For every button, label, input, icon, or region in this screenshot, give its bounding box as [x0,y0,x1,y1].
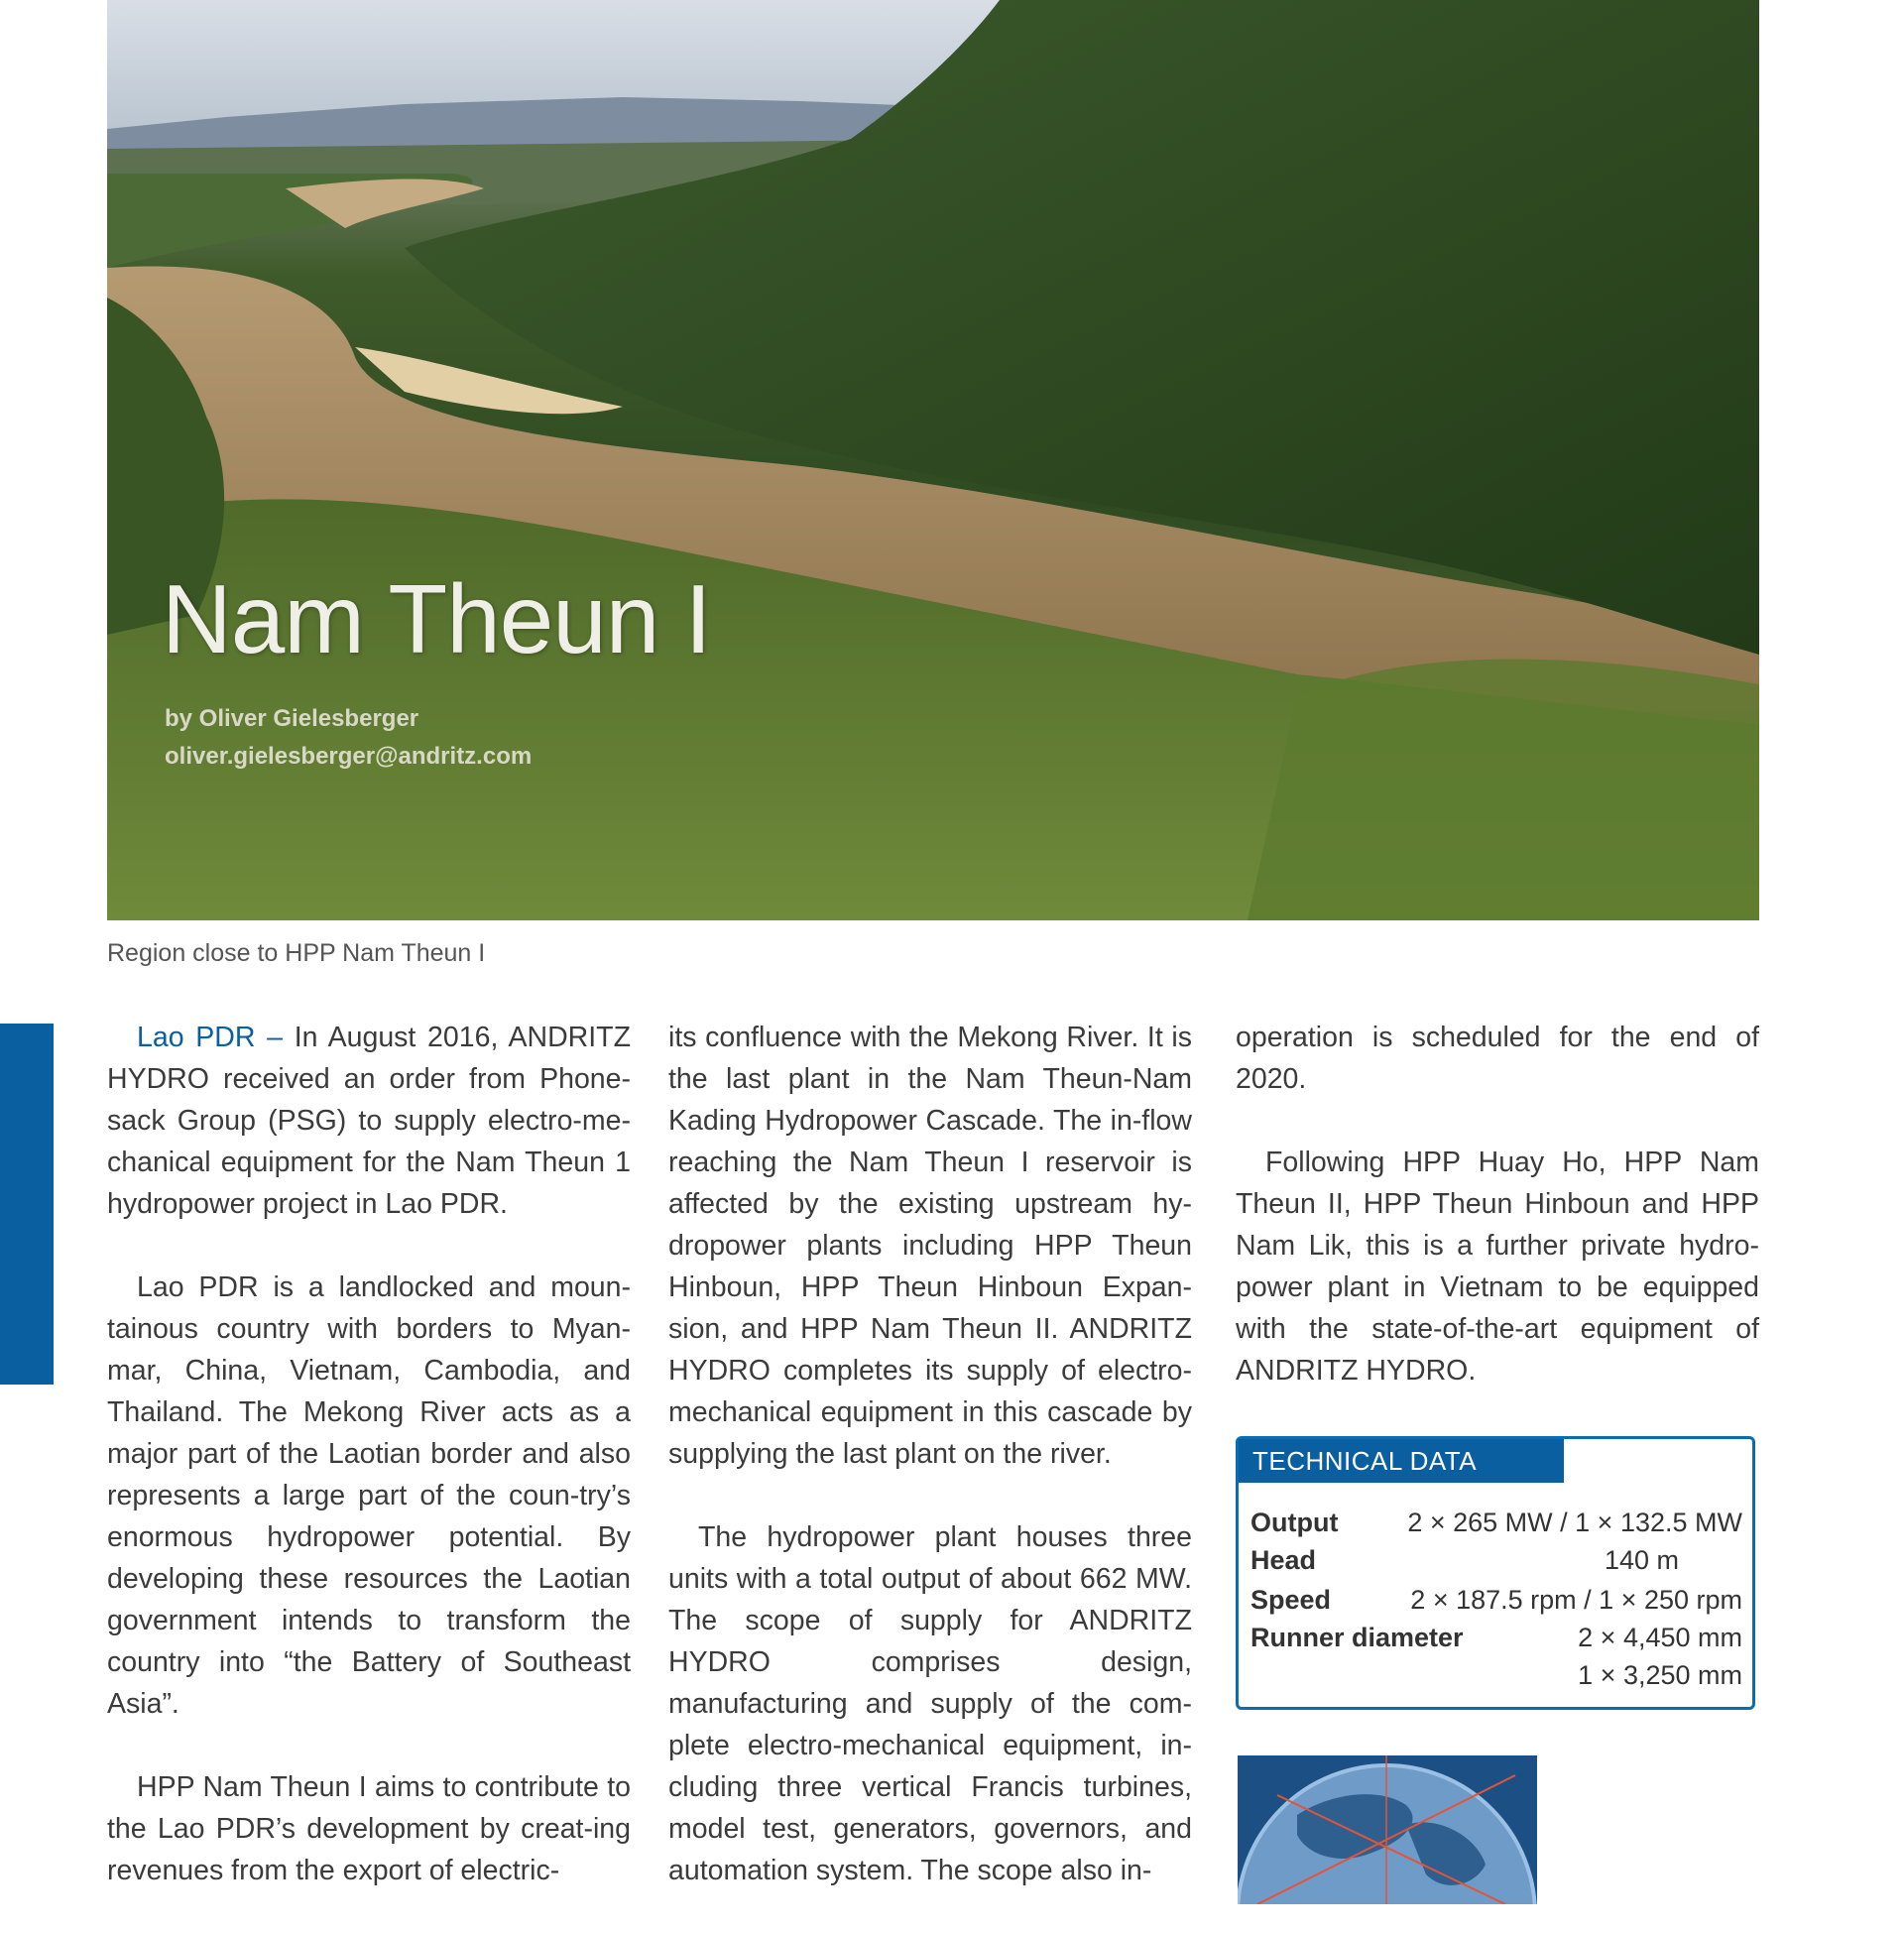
tech-row-head [1250,1542,1742,1578]
globe-icon [1238,1755,1537,1904]
article-column-2 [668,1017,1192,1933]
paragraph: operation is scheduled for the end of 2020. [1236,1022,1759,1095]
tech-row-runner-diameter-2 [1250,1657,1742,1693]
section-marker-bar [0,1024,54,1385]
photo-caption: Region close to HPP Nam Theun I [107,939,486,967]
article-column-1 [107,1017,631,1933]
tech-value: 140 m [1604,1545,1679,1575]
paragraph: Lao PDR is a landlocked and moun-tainous country with borders to Myan-mar, China, Vietnam, Cambodia, and Thailand. The Mekong River acts as a major part of the Laotian border and also represents a large part of the coun-try’s enormous hydropower potential. By developing these resources the Laotian government intends to transform the country into “the Battery of Southeast Asia”. [107,1271,631,1720]
location-globe-map [1238,1755,1537,1904]
tech-row-runner-diameter [1250,1620,1742,1655]
author-email-link[interactable]: oliver.gielesberger@andritz.com [165,743,533,770]
tech-row-speed [1250,1582,1742,1618]
tech-label: Speed [1250,1585,1332,1615]
tech-value: 1 × 3,250 mm [1578,1660,1742,1690]
tech-value: 2 × 4,450 mm [1578,1623,1742,1652]
tech-label: Head [1250,1545,1317,1575]
paragraph-text: In August 2016, ANDRITZ HYDRO received an order from Phone-sack Group (PSG) to supply electro-me-chanical equipment for the Nam Theun 1 hydropower project in Lao PDR. [107,1022,631,1220]
technical-data-header: TECHNICAL DATA [1239,1439,1564,1483]
technical-data-box [1236,1436,1755,1710]
article-title: Nam Theun I [162,564,711,673]
article-column-3 [1236,1017,1759,1433]
tech-label: Output [1250,1508,1339,1537]
paragraph: Following HPP Huay Ho, HPP Nam Theun II, HPP Theun Hinboun and HPP Nam Lik, this is a further private hydro-power plant in Vietnam to be equipped with the state-of-the-art equipment of ANDRITZ HYDRO. [1236,1147,1759,1387]
paragraph: its confluence with the Mekong River. It is the last plant in the Nam Theun-Nam Kading Hydropower Cascade. The in-flow reaching the Nam Theun I reservoir is affected by the existing upstream hy-dropower plants including HPP Theun Hinboun, HPP Theun Hinboun Expan-sion, and HPP Nam Theun II. ANDRITZ HYDRO completes its supply of electro-mechanical equipment in this cascade by supplying the last plant on the river. [668,1022,1192,1470]
tech-row-output [1250,1505,1742,1540]
hero-photo [107,0,1759,920]
author-line: by Oliver Gielesberger [165,705,419,732]
paragraph [107,1017,631,1225]
paragraph: The hydropower plant houses three units with a total output of about 662 MW. The scope of supply for ANDRITZ HYDRO comprises design, manufacturing and supply of the com-plete electro-mechanical equipment, in-cluding three vertical Francis turbines, model test, generators, governors, and automation system. The scope also in- [668,1521,1192,1886]
landscape-illustration [107,0,1759,920]
byline [165,700,532,776]
paragraph: HPP Nam Theun I aims to contribute to the Lao PDR’s development by creat-ing revenues from the export of electric- [107,1771,631,1886]
tech-label: Runner diameter [1250,1623,1464,1652]
tech-value: 2 × 187.5 rpm / 1 × 250 rpm [1410,1585,1742,1615]
lead-location: Lao PDR – [137,1022,283,1053]
tech-value: 2 × 265 MW / 1 × 132.5 MW [1407,1508,1742,1537]
